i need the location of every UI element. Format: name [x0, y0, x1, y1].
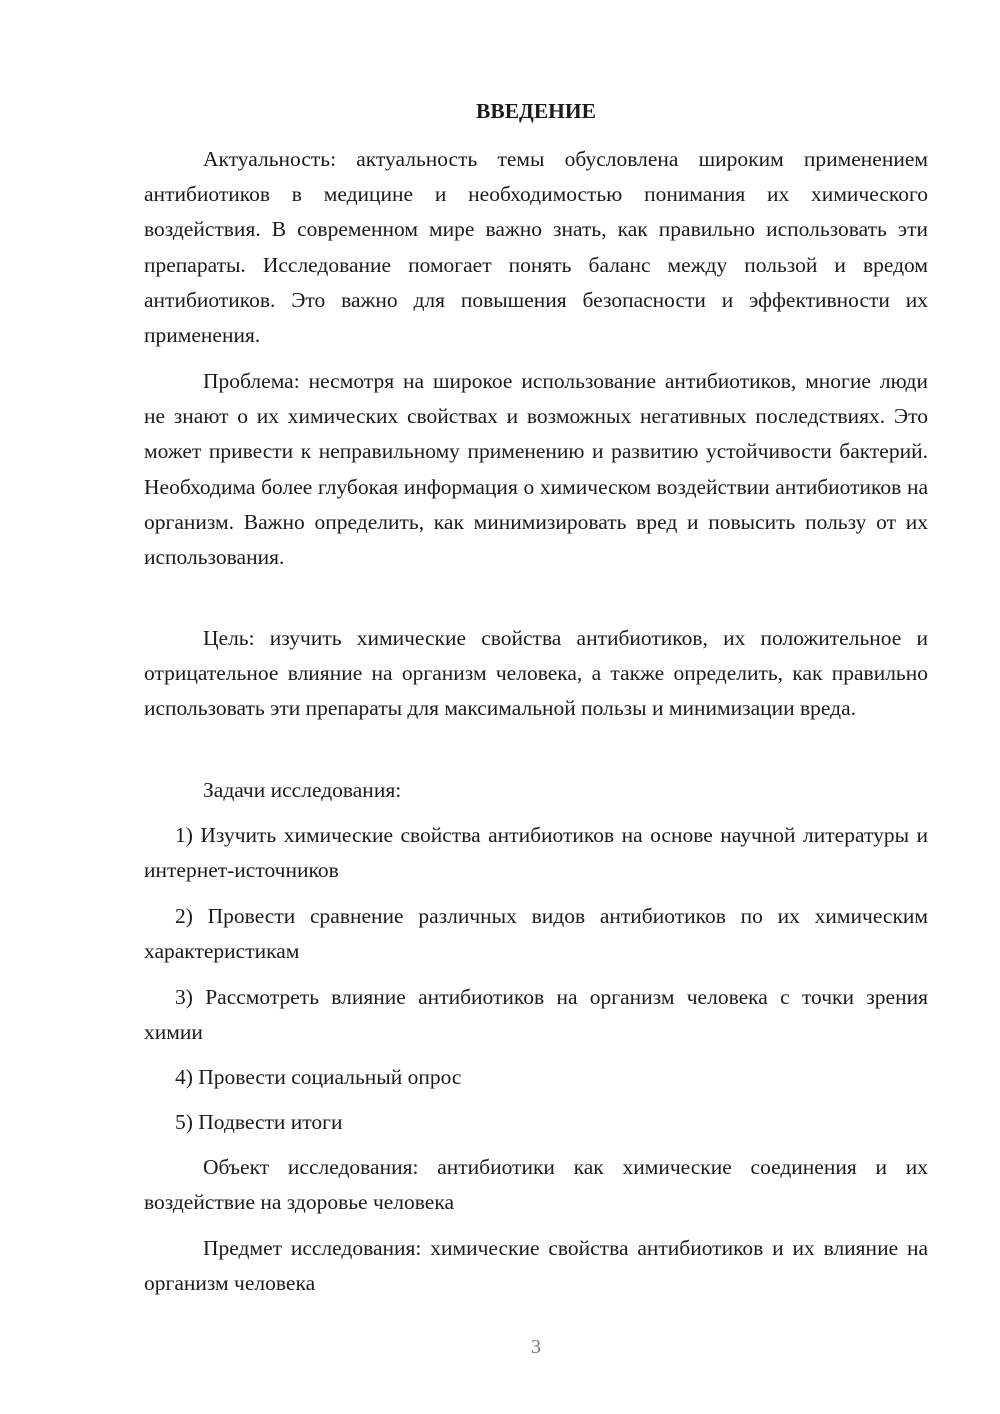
page-number: 3: [531, 1336, 541, 1358]
document-page: [144, 0, 928, 1414]
page-title: ВВЕДЕНИЕ: [476, 99, 596, 123]
task-item: 4) Провести социальный опрос: [175, 1065, 462, 1089]
task-item: 3) Рассмотреть влияние антибиотиков на организм человека с точки зрения химии: [144, 985, 928, 1045]
tasks-heading: Задачи исследования:: [203, 778, 402, 802]
paragraph-relevance: Актуальность: актуальность темы обусловлена широким применением антибиотиков в медицине и необходимостью понимания их химического воздействия. В современном мире важно знать, как правильно использовать эти препараты. Исследование помогает понять баланс между пользой и вредом антибиотиков. Это важно для повышения безопасности и эффективности их применения.: [144, 147, 928, 348]
paragraph-goal: Цель: изучить химические свойства антибиотиков, их положительное и отрицательное влияние на организм человека, а также определить, как правильно использовать эти препараты для максимальной пользы и минимизации вреда.: [144, 626, 928, 721]
task-item: 5) Подвести итоги: [175, 1110, 343, 1134]
paragraph-subject: Предмет исследования: химические свойства антибиотиков и их влияние на организм человека: [144, 1236, 928, 1296]
task-item: 2) Провести сравнение различных видов антибиотиков по их химическим характеристикам: [144, 904, 928, 964]
paragraph-object: Объект исследования: антибиотики как химические соединения и их воздействие на здоровье человека: [144, 1155, 928, 1215]
task-item: 1) Изучить химические свойства антибиотиков на основе научной литературы и интернет-источников: [144, 823, 928, 883]
paragraph-problem: Проблема: несмотря на широкое использование антибиотиков, многие люди не знают о их химических свойствах и возможных негативных последствиях. Это может привести к неправильному применению и развитию устойчивости бактерий. Необходима более глубокая информация о химическом воздействии антибиотиков на организм. Важно определить, как минимизировать вред и повысить пользу от их использования.: [144, 369, 928, 570]
